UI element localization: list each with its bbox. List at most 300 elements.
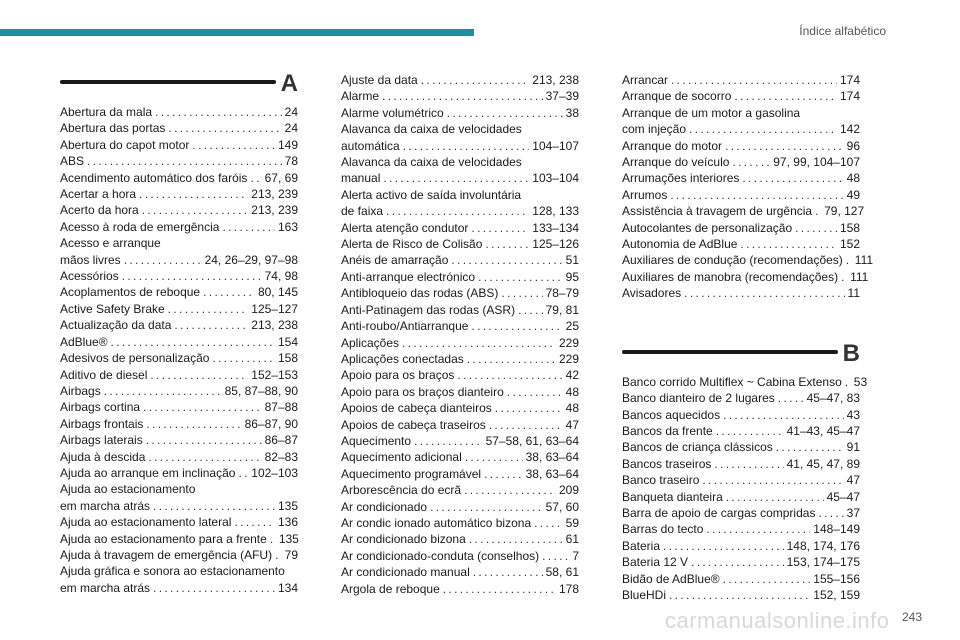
index-entry: [622, 88, 860, 104]
index-entry: [622, 269, 869, 285]
index-list-b: [622, 374, 868, 604]
dot-leader: [495, 400, 563, 416]
dot-leader: [155, 104, 282, 120]
index-entry-row: [341, 581, 579, 597]
index-entry-pages: 174: [839, 73, 860, 87]
index-entry: [60, 350, 298, 366]
index-entry-term: Bancos de criança clássicos: [622, 440, 773, 455]
index-entry-term: Barra de apoio de cargas compridas: [622, 505, 816, 520]
index-entry-pages: 48: [565, 384, 579, 399]
index-entry-pages: 125–126: [532, 237, 579, 252]
dot-leader: [124, 252, 202, 268]
dot-leader: [534, 515, 563, 531]
dot-leader: [457, 367, 562, 383]
index-entry-term: automática: [341, 138, 400, 153]
dot-leader: [87, 153, 282, 169]
section-header-a: [60, 72, 298, 102]
index-entry: [341, 220, 579, 236]
index-entry-row: [341, 318, 579, 334]
index-entry-row: [341, 400, 579, 416]
index-entry: [60, 235, 298, 268]
index-entry-term: Assistência à travagem de urgência: [622, 204, 813, 219]
index-entry: [341, 88, 579, 104]
index-entry-pages: 213, 238: [251, 318, 298, 333]
index-entry: [341, 367, 579, 383]
index-entry-pages: 111: [850, 269, 869, 284]
dot-leader: [671, 72, 837, 88]
index-entry-pages: 128, 133: [532, 204, 579, 219]
index-entry-term: Ajuda ao estacionamento lateral: [60, 515, 232, 530]
index-entry-heading: Alavanca da caixa de velocidades: [341, 122, 522, 137]
dot-leader: [430, 499, 543, 515]
index-entry-pages: 38, 63–64: [525, 466, 579, 481]
index-entry-pages: 82–83: [264, 449, 298, 464]
index-entry-row: [341, 252, 579, 268]
index-entry-term: Abertura das portas: [60, 121, 166, 136]
index-entry-pages: 24, 26–29, 97–98: [204, 252, 298, 267]
index-entry-pages: 111: [854, 253, 874, 268]
index-entry-term: Actualização da data: [60, 318, 172, 333]
dot-leader: [501, 285, 542, 301]
index-entry-row: [622, 423, 860, 439]
index-entry-term: Alerta de Risco de Colisão: [341, 237, 483, 252]
index-entry-row: [622, 285, 860, 301]
dot-leader: [270, 531, 276, 547]
dot-leader: [689, 121, 837, 137]
index-entry-term: Airbags frontais: [60, 416, 144, 431]
index-entry: [60, 268, 298, 284]
index-entry-term: Arrumações interiores: [622, 171, 740, 186]
index-entry: [341, 72, 579, 88]
index-entry-heading: Acesso e arranque: [60, 236, 161, 251]
index-entry: [622, 489, 860, 505]
index-entry-pages: 95: [565, 269, 579, 284]
dot-leader: [484, 466, 523, 482]
index-entry: [60, 317, 298, 333]
index-entry-term: Abertura do capot motor: [60, 137, 190, 152]
index-entry-row: [622, 236, 860, 252]
index-entry: [622, 374, 868, 390]
dot-leader: [451, 252, 562, 268]
index-entry-row: [341, 72, 579, 88]
index-entry-row: [622, 571, 860, 587]
index-entry: [341, 335, 579, 351]
index-entry-term: Bancos aquecidos: [622, 407, 721, 422]
index-entry-row: [60, 350, 298, 366]
watermark-text: carmanualsonline.info: [665, 608, 890, 633]
index-entry-term: Ajuda ao estacionamento para a frente: [60, 531, 267, 546]
dot-leader: [489, 417, 563, 433]
index-entry-pages: 97, 99, 104–107: [773, 155, 860, 170]
index-entry: [341, 449, 579, 465]
index-entry: [60, 301, 298, 317]
index-entry-row: [341, 269, 579, 285]
index-entry-pages: 102–103: [251, 465, 298, 480]
index-entry: [341, 417, 579, 433]
dot-leader: [471, 318, 562, 334]
index-entry-row: [60, 399, 298, 415]
dot-leader: [670, 187, 843, 203]
dot-leader: [122, 268, 262, 284]
index-entry-pages: 59: [565, 515, 579, 530]
index-entry-term: Ar condicionado manual: [341, 565, 470, 580]
index-entry-row: [622, 554, 860, 570]
index-entry: [341, 384, 579, 400]
index-entry-row: [341, 285, 579, 301]
index-entry: [622, 203, 865, 219]
index-entry-term: Aditivo de diesel: [60, 367, 148, 382]
index-entry-term: Active Safety Brake: [60, 301, 165, 316]
index-entry-pages: 229: [558, 351, 579, 366]
index-entry: [622, 105, 860, 138]
index-entry-row: [341, 170, 579, 186]
index-entry-row: [341, 367, 579, 383]
index-entry-term: Arrumos: [622, 187, 668, 202]
index-entry: [622, 521, 860, 537]
dot-leader: [740, 236, 837, 252]
index-entry: [341, 515, 579, 531]
index-entry-pages: 57–58, 61, 63–64: [485, 433, 579, 448]
index-entry-term: Arborescência do ecrã: [341, 483, 462, 498]
index-entry-pages: 163: [277, 219, 298, 234]
dot-leader: [714, 456, 783, 472]
index-entry: [622, 220, 860, 236]
dot-leader: [146, 432, 262, 448]
index-entry: [341, 105, 579, 121]
index-entry-term: Autonomia de AdBlue: [622, 237, 738, 252]
dot-leader: [846, 252, 852, 268]
index-entry: [60, 531, 298, 547]
dot-leader: [464, 482, 556, 498]
index-entry-term: Antibloqueio das rodas (ABS): [341, 286, 499, 301]
dot-leader: [150, 367, 248, 383]
dot-leader: [234, 514, 275, 530]
index-entry-row: [60, 317, 298, 333]
index-entry-term: Adesivos de personalização: [60, 351, 210, 366]
dot-leader: [518, 302, 543, 318]
index-entry-pages: 125–127: [251, 301, 298, 316]
index-column-3: [622, 72, 874, 603]
index-entry-row: [341, 417, 579, 433]
index-entry: [60, 449, 298, 465]
dot-leader: [726, 489, 824, 505]
index-entry-pages: 142: [839, 122, 860, 137]
index-entry-term: Banqueta dianteira: [622, 489, 723, 504]
index-entry-row: [60, 531, 298, 547]
index-column-1: [60, 72, 298, 596]
dot-leader: [845, 374, 851, 390]
dot-leader: [148, 449, 261, 465]
index-entry-row: [60, 186, 298, 202]
index-entry: [341, 433, 579, 449]
index-entry-row: [60, 170, 298, 186]
index-entry-pages: 155–156: [813, 571, 860, 586]
index-entry-row: [341, 88, 579, 104]
index-entry-pages: 96: [846, 138, 860, 153]
index-entry: [341, 482, 579, 498]
index-entry-term: Aplicações: [341, 335, 400, 350]
dot-leader: [471, 220, 529, 236]
section-header-b: [622, 339, 860, 372]
dot-leader: [212, 350, 275, 366]
index-entry-term: Avisadores: [622, 286, 682, 301]
index-entry: [622, 390, 860, 406]
index-entry-heading: Ajuda ao estacionamento: [60, 482, 196, 497]
index-entry-term: Alarme: [341, 89, 380, 104]
index-entry-term: Bancos da frente: [622, 423, 713, 438]
index-entry-pages: 79: [284, 547, 298, 562]
index-entry-row: [341, 384, 579, 400]
index-entry: [341, 187, 579, 220]
index-entry-row: [341, 482, 579, 498]
index-entry: [622, 538, 860, 554]
index-entry: [341, 285, 579, 301]
dot-leader: [716, 423, 784, 439]
index-entry-row: [622, 72, 860, 88]
index-entry: [341, 499, 579, 515]
index-entry-term: Banco corrido Multiflex ~ Cabina Extenso: [622, 374, 842, 389]
index-entry: [622, 554, 860, 570]
index-entry-row: [341, 531, 579, 547]
index-entry-pages: 49: [846, 187, 860, 202]
page-header-title: Índice alfabético: [799, 24, 886, 38]
index-entry-pages: 152, 159: [813, 587, 860, 602]
index-entry-pages: 85, 87–88, 90: [224, 383, 298, 398]
index-entry: [341, 564, 579, 580]
index-entry: [622, 187, 860, 203]
index-entry-pages: 86–87, 90: [244, 416, 298, 431]
dot-leader: [485, 236, 529, 252]
index-entry-row: [60, 334, 298, 350]
index-entry-term: de faixa: [341, 204, 384, 219]
index-entry-row: [622, 138, 860, 154]
index-entry-pages: 45–47: [826, 489, 860, 504]
dot-leader: [723, 571, 811, 587]
index-entry-term: Aquecimento: [341, 433, 412, 448]
index-entry-row: [622, 252, 874, 268]
index-entry-heading: Arranque de um motor a gasolina: [622, 105, 801, 120]
index-entry-term: Abertura da mala: [60, 105, 153, 119]
dot-leader: [465, 449, 523, 465]
index-entry-pages: 148, 174, 176: [786, 538, 860, 553]
index-entry-term: Ar condicionado bizona: [341, 532, 466, 547]
index-entry-row: [341, 335, 579, 351]
dot-leader: [153, 580, 275, 596]
index-entry-pages: 133–134: [532, 220, 579, 235]
index-entry-pages: 24: [284, 105, 298, 119]
index-entry-row: [60, 432, 298, 448]
index-entry-row: [60, 367, 298, 383]
index-entry: [60, 186, 298, 202]
dot-leader: [725, 138, 844, 154]
dot-leader: [841, 269, 847, 285]
index-entry-term: manual: [341, 171, 381, 186]
index-entry-row: [622, 521, 860, 537]
index-entry-row: [622, 505, 860, 521]
index-entry-row: [60, 416, 298, 432]
index-entry-row: [341, 138, 579, 154]
index-entry: [622, 423, 860, 439]
dot-leader: [706, 521, 810, 537]
index-entry-row: [622, 154, 860, 170]
dot-leader: [146, 416, 241, 432]
index-entry-row: [60, 153, 298, 169]
index-entry-pages: 51: [565, 253, 579, 268]
index-entry-pages: 152: [839, 237, 860, 252]
dot-leader: [542, 548, 569, 564]
index-entry: [60, 432, 298, 448]
index-entry: [341, 466, 579, 482]
dot-leader: [142, 202, 249, 218]
dot-leader: [111, 334, 275, 350]
index-entry-pages: 178: [558, 581, 579, 596]
index-entry-pages: 80, 145: [257, 285, 298, 300]
index-entry-term: Anti-Patinagem das rodas (ASR): [341, 302, 516, 317]
index-entry-term: Bateria 12 V: [622, 555, 689, 570]
index-entry-pages: 47: [846, 473, 860, 488]
dot-leader: [815, 203, 821, 219]
index-entry-pages: 86–87: [264, 433, 298, 448]
dot-leader: [684, 285, 844, 301]
index-entry: [60, 514, 298, 530]
index-entry-row: [622, 88, 860, 104]
index-entry: [622, 236, 860, 252]
index-entry-row: [341, 105, 579, 121]
dot-leader: [734, 88, 837, 104]
page-number: 243: [901, 610, 922, 624]
index-entry-term: Auxiliares de manobra (recomendações): [622, 269, 839, 284]
dot-leader: [818, 505, 843, 521]
index-entry-term: Ajuste da data: [341, 73, 418, 87]
index-entry-row: [60, 498, 298, 514]
index-entry: [60, 383, 298, 399]
index-entry-term: Apoio para os braços: [341, 368, 455, 383]
index-entry: [60, 334, 298, 350]
section-letter-b: B: [842, 339, 860, 367]
index-entry-pages: 87–88: [264, 400, 298, 415]
dot-leader: [732, 154, 770, 170]
index-entry-term: Aquecimento adicional: [341, 450, 462, 465]
index-entry: [341, 252, 579, 268]
index-entry-row: [60, 383, 298, 399]
index-entry-pages: 47: [565, 417, 579, 432]
index-entry-term: Bancos traseiros: [622, 456, 712, 471]
index-entry-row: [622, 439, 860, 455]
index-entry-term: Bateria: [622, 538, 661, 553]
index-entry-pages: 154: [277, 334, 298, 349]
index-entry: [341, 548, 579, 564]
index-entry-row: [341, 466, 579, 482]
index-entry-pages: 213, 238: [532, 73, 579, 87]
index-entry-term: Acerto da hora: [60, 203, 139, 218]
index-entry-row: [622, 538, 860, 554]
index-entry: [341, 236, 579, 252]
index-entry-row: [341, 449, 579, 465]
index-entry-pages: 48: [565, 401, 579, 416]
index-entry-pages: 43: [846, 407, 860, 422]
dot-leader: [778, 390, 804, 406]
dot-leader: [168, 120, 281, 136]
index-entry: [60, 416, 298, 432]
dot-leader: [473, 564, 543, 580]
index-entry-pages: 25: [565, 319, 579, 334]
index-entry-term: Bidão de AdBlue®: [622, 571, 720, 586]
index-entry-row: [341, 548, 579, 564]
index-entry-term: Ar condicionado-conduta (conselhos): [341, 548, 540, 563]
dot-leader: [776, 439, 844, 455]
index-column-2: [341, 72, 579, 597]
index-entry-pages: 42: [565, 368, 579, 383]
index-entry: [341, 318, 579, 334]
index-entry-term: Acessórios: [60, 269, 119, 284]
index-entry: [622, 439, 860, 455]
index-entry-pages: 153, 174–175: [786, 555, 860, 570]
index-entry-row: [622, 407, 860, 423]
index-entry: [622, 472, 860, 488]
index-entry-row: [60, 284, 298, 300]
index-entry-pages: 213, 239: [251, 187, 298, 202]
dot-leader: [222, 219, 275, 235]
index-entry-pages: 38: [565, 105, 579, 120]
index-entry-row: [60, 268, 298, 284]
dot-leader: [742, 170, 843, 186]
dot-leader: [238, 465, 248, 481]
dot-leader: [447, 105, 563, 121]
index-entry-row: [622, 472, 860, 488]
dot-leader: [467, 351, 556, 367]
index-entry-row: [622, 587, 860, 603]
index-entry-term: Banco dianteiro de 2 lugares: [622, 391, 775, 406]
index-entry-row: [622, 390, 860, 406]
index-entry: [60, 547, 298, 563]
index-entry-term: Ar condicionado: [341, 499, 428, 514]
index-entry: [622, 456, 860, 472]
index-entry-row: [622, 269, 869, 285]
index-entry: [60, 153, 298, 169]
section-letter-a: A: [280, 70, 298, 97]
dot-leader: [478, 269, 563, 285]
index-entry-term: Barras do tecto: [622, 522, 704, 537]
index-entry-row: [60, 137, 298, 153]
index-entry-term: Ajuda à travagem de emergência (AFU): [60, 547, 273, 562]
dot-leader: [663, 538, 784, 554]
index-entry-pages: 45–47, 83: [806, 391, 860, 406]
dot-leader: [104, 383, 222, 399]
index-entry-term: Ajuda ao arranque em inclinação: [60, 465, 236, 480]
index-entry-term: Aquecimento programável: [341, 466, 482, 481]
index-entry-heading: Alerta activo de saída involuntária: [341, 187, 522, 202]
index-entry: [60, 202, 298, 218]
index-entry-term: Ajuda à descida: [60, 449, 146, 464]
index-entry: [622, 252, 874, 268]
index-entry: [622, 571, 860, 587]
index-entry-pages: 91: [846, 440, 860, 455]
index-list-a-col3: [622, 72, 874, 302]
index-entry-row: [341, 236, 579, 252]
index-entry-term: Arranque do veículo: [622, 155, 730, 170]
index-entry-pages: 78–79: [545, 286, 579, 301]
index-entry-pages: 229: [558, 335, 579, 350]
index-entry-pages: 103–104: [532, 171, 579, 186]
index-entry: [622, 587, 860, 603]
index-entry-pages: 53: [853, 374, 868, 389]
dot-leader: [443, 581, 556, 597]
index-entry: [622, 505, 860, 521]
index-entry-pages: 7: [572, 548, 579, 563]
index-entry-term: Alerta atenção condutor: [341, 220, 469, 235]
dot-leader: [383, 170, 529, 186]
index-entry-row: [622, 456, 860, 472]
